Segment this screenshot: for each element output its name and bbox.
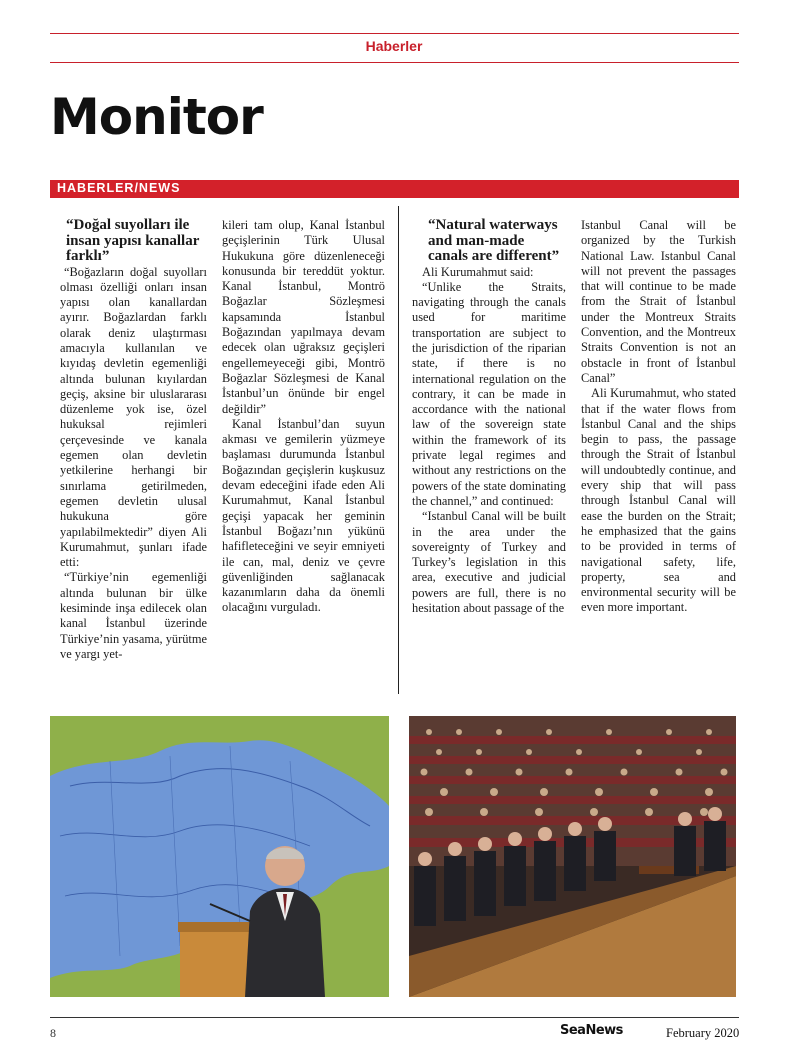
audience-photo: [409, 716, 736, 997]
column-divider: [398, 206, 399, 694]
english-paragraph-2: “Unlike the Straits, navigating through the canals used for maritime transportation are subject to the jurisdiction of the riparian state, if there is no international regulation on the contrary, it can be made in accordance with the national law of the sovereign state within the framework of its private legal regimes and without any restrictions on the powers of the state dominating the channel,” and continued:: [412, 279, 566, 508]
english-headline: “Natural waterways and man-made canals are different”: [428, 217, 560, 264]
brand-logo: SeaNews: [560, 1023, 623, 1038]
turkish-paragraph-2-start: “Türkiye’nin egemenliği altında bulunan bir ülke kesiminde inşa edilecek olan kanal İstanbul üzerinde Türkiye’nin yasama, yürütme ve yargı yet-: [60, 570, 207, 661]
english-column-2: [581, 218, 736, 616]
footer-rule: [50, 1017, 739, 1018]
turkish-headline: “Doğal suyolları ile insan yapısı kanallar farklı”: [66, 217, 200, 264]
english-paragraph-4: Ali Kurumahmut, who stated that if the water flows from İstanbul Canal and the ships begin to pass, the passage through the Strait of İstanbul will undoubtedly continue, and every ship that will pass through İstanbul Canal will ease the burden on the Strait; he emphasized that the gains to be provided in terms of navigational safety, life, property, sea and environmental security will be even more important.: [581, 386, 736, 615]
turkish-paragraph-2-end: kileri tam olup, Kanal İstanbul geçişlerinin Türk Ulusal Hukukuna göre düzenleneceği konusunda bir tereddüt yoktur. Kanal İstanbul, Montrö Boğazlar Sözleşmesi kapsamında İstanbul Boğazından yapılmaya devam edecek olan uğraksız geçişleri engellemeyeceği gibi, Montrö Boğazlar Sözleşmesi de Kanal İstanbul’un önünde bir engel değildir”: [222, 218, 385, 416]
masthead-title: Monitor: [50, 88, 263, 146]
turkish-paragraph-1: “Boğazların doğal suyolları olması özelliği onları insan yapısı olan kanallardan ayırır. Boğazlardan farklı olarak deniz ulaştırması amacıyla kullanılan ve kıyıdaş devletin egemenliği altında bulunan kıyılardan geçiş, aksine bir uluslararası düzenleme yok ise, özel hukuksal rejimleri çerçevesinde ve kanala egemen olan devletin yetkilerine herhangi bir sınırlama getirilmeden, egemen devletin ulusal hukukuna göre yapılabilmektedir” diyen Ali Kurumahmut, şunları ifade etti:: [60, 264, 207, 570]
english-paragraph-3-end: Istanbul Canal will be organized by the Turkish National Law. Istanbul Canal will not prevent the passages that will continue to be made from the Strait of İstanbul under the Montreux Straits Convention, and the Montreux Straits Convention is not an obstacle in front of İstanbul Canal”: [581, 218, 736, 385]
news-bar-label: HABERLER/NEWS: [57, 181, 181, 195]
section-rule: [50, 62, 739, 63]
speaker-map-illustration: [50, 716, 389, 997]
turkish-column-2: [222, 218, 385, 616]
section-label: Haberler: [365, 38, 423, 54]
english-column-1: [412, 218, 566, 616]
speaker-map-photo: [50, 716, 389, 997]
news-bar: [50, 180, 739, 198]
top-rule: [50, 33, 739, 34]
english-paragraph-1: Ali Kurumahmut said:: [422, 264, 534, 279]
audience-illustration: [409, 716, 736, 997]
issue-date: February 2020: [666, 1026, 740, 1040]
turkish-column-1: [60, 218, 207, 662]
english-paragraph-3-start: “Istanbul Canal will be built in the area under the sovereignty of Turkey and Turkey’s legislation in this area, executive and judicial powers are full, there is no hesitation about passage of the: [412, 509, 566, 616]
page-number: 8: [50, 1026, 56, 1040]
turkish-paragraph-3: Kanal İstanbul’dan suyun akması ve gemilerin yüzmeye başlaması durumunda İstanbul Boğazından geçişlerin kuşkusuz devam edeceğini ifade eden Ali Kurumahmut, Kanal İstanbul geçişi yapacak her geminin İstanbul Boğazı’nın yükünü hafifleteceğini ve seyir emniyeti ile can, mal, deniz ve çevre güvenliğinden sağlanacak kazanımların daha da önemli olacağını vurguladı.: [222, 416, 385, 615]
